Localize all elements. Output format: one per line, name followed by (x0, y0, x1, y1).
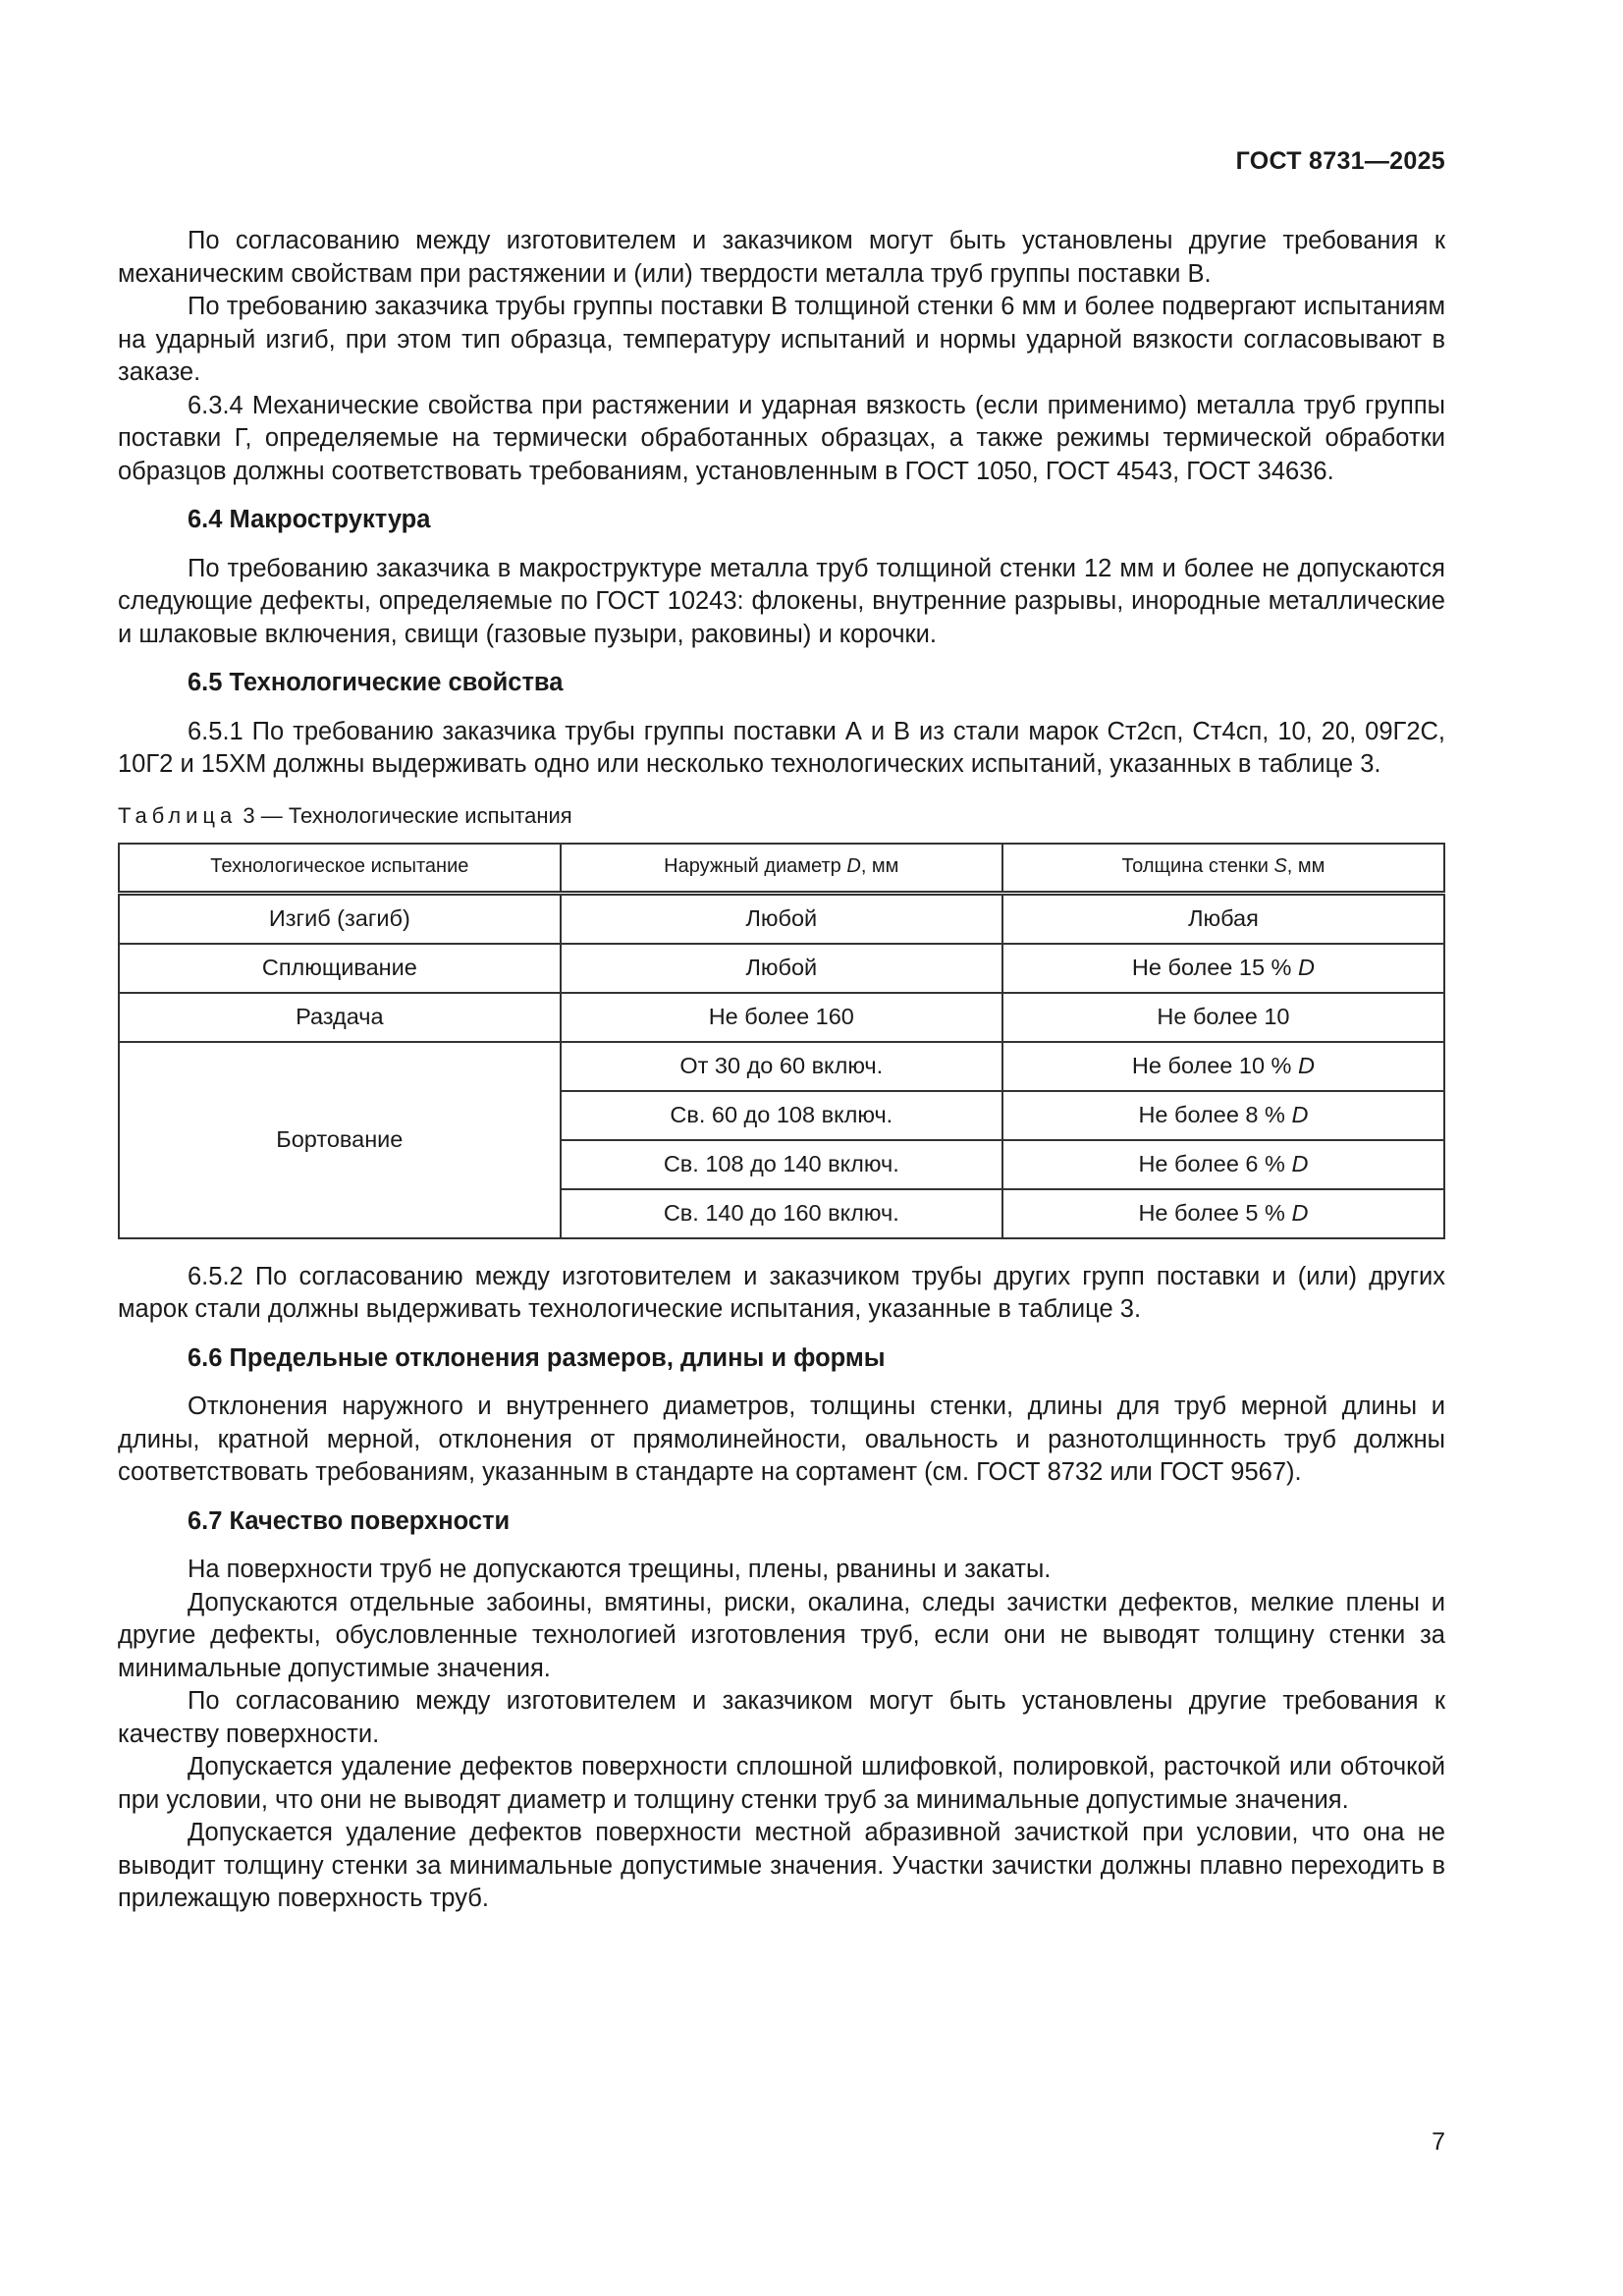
cell-test: Изгиб (загиб) (119, 893, 561, 944)
section-heading-6-7: 6.7 Качество поверхности (188, 1506, 511, 1535)
cell-diameter: Любой (561, 893, 1002, 944)
cell-thickness: Не более 10 % D (1002, 1042, 1444, 1091)
paragraph: Допускается удаление дефектов поверхности сплошной шлифовкой, полировкой, расточкой или обточкой при условии, что они не выводят диаметр и толщину стенки труб за минимальные допустимые значения. (118, 1753, 1445, 1814)
paragraph: По согласованию между изготовителем и заказчиком могут быть установлены другие требования к механическим свойствам при растяжении и (или) твердости металла труб группы поставки В. (118, 227, 1445, 288)
paragraph: Допускаются отдельные забоины, вмятины, риски, окалина, следы зачистки дефектов, мелкие плены и другие дефекты, обусловленные технологией изготовления труб, если они не выводят толщину стенки за минимальные допустимые значения. (118, 1588, 1445, 1682)
cell-diameter: Св. 108 до 140 включ. (561, 1140, 1002, 1189)
document-body (118, 225, 1445, 1916)
paragraph: Допускается удаление дефектов поверхности местной абразивной зачисткой при условии, что она не выводит толщину стенки за минимальные допустимые значения. Участки зачистки должны плавно переходить в прилежащую поверхность труб. (118, 1819, 1445, 1912)
cell-thickness: Любая (1002, 893, 1444, 944)
table-caption-text: 3 — Технологические испытания (237, 802, 572, 828)
cell-test: Сплющивание (119, 944, 561, 993)
table-caption (118, 801, 1445, 831)
table-caption-label: Таблица (118, 802, 238, 828)
page-number: 7 (1432, 2128, 1445, 2156)
table-row (119, 1042, 1444, 1091)
cell-thickness: Не более 6 % D (1002, 1140, 1444, 1189)
table-row (119, 993, 1444, 1042)
section-heading-6-4: 6.4 Макроструктура (188, 506, 431, 533)
cell-diameter: Любой (561, 944, 1002, 993)
table-row (119, 893, 1444, 944)
cell-diameter: Св. 60 до 108 включ. (561, 1091, 1002, 1140)
technological-tests-table (118, 843, 1445, 1239)
cell-thickness: Не более 5 % D (1002, 1189, 1444, 1238)
table-header-row (119, 844, 1444, 894)
paragraph: 6.5.2 По согласованию между изготовителем и заказчиком трубы других групп поставки и (или) других марок стали должны выдерживать технологические испытания, указанные в таблице 3. (118, 1262, 1445, 1323)
cell-thickness: Не более 10 (1002, 993, 1444, 1042)
column-header-test: Технологическое испытание (119, 844, 561, 894)
paragraph: Отклонения наружного и внутреннего диаметров, толщины стенки, длины для труб мерной длины и длины, кратной мерной, отклонения от прямолинейности, овальность и разнотолщинность труб должны соответствовать требованиям, указанным в стандарте на сортамент (см. ГОСТ 8732 или ГОСТ 9567). (118, 1393, 1445, 1486)
cell-test: Раздача (119, 993, 561, 1042)
cell-thickness: Не более 8 % D (1002, 1091, 1444, 1140)
paragraph: На поверхности труб не допускаются трещины, плены, рванины и закаты. (188, 1556, 1052, 1583)
table-row (119, 944, 1444, 993)
cell-test-flanging: Бортование (119, 1042, 561, 1238)
paragraph: По требованию заказчика в макроструктуре металла труб толщиной стенки 12 мм и более не допускаются следующие дефекты, определяемые по ГОСТ 10243: флокены, внутренние разрывы, инородные металлические и шлаковые включения, свищи (газовые пузыри, раковины) и корочки. (118, 554, 1445, 648)
paragraph: 6.5.1 По требованию заказчика трубы группы поставки А и В из стали марок Ст2сп, Ст4сп, 10, 20, 09Г2С, 10Г2 и 15ХМ должны выдерживать одно или несколько технологических испытаний, указанных в таблице 3. (118, 717, 1445, 778)
section-heading-6-6: 6.6 Предельные отклонения размеров, длины и формы (188, 1343, 886, 1372)
paragraph: 6.3.4 Механические свойства при растяжении и ударная вязкость (если применимо) металла труб группы поставки Г, определяемые на термически обработанных образцах, а также режимы термической обработки образцов должны соответствовать требованиям, установленным в ГОСТ 1050, ГОСТ 4543, ГОСТ 34636. (118, 391, 1445, 485)
cell-diameter: Не более 160 (561, 993, 1002, 1042)
section-heading-6-5: 6.5 Технологические свойства (188, 669, 564, 696)
paragraph: По согласованию между изготовителем и заказчиком могут быть установлены другие требования к качеству поверхности. (118, 1687, 1445, 1748)
cell-thickness: Не более 15 % D (1002, 944, 1444, 993)
paragraph: По требованию заказчика трубы группы поставки В толщиной стенки 6 мм и более подвергают испытаниям на ударный изгиб, при этом тип образца, температуру испытаний и нормы ударной вязкости согласовывают в заказе. (118, 293, 1445, 386)
standard-designation: ГОСТ 8731—2025 (1235, 147, 1445, 175)
column-header-thickness: Толщина стенки S, мм (1002, 844, 1444, 894)
cell-diameter: Св. 140 до 160 включ. (561, 1189, 1002, 1238)
cell-diameter: От 30 до 60 включ. (561, 1042, 1002, 1091)
column-header-diameter: Наружный диаметр D, мм (561, 844, 1002, 894)
